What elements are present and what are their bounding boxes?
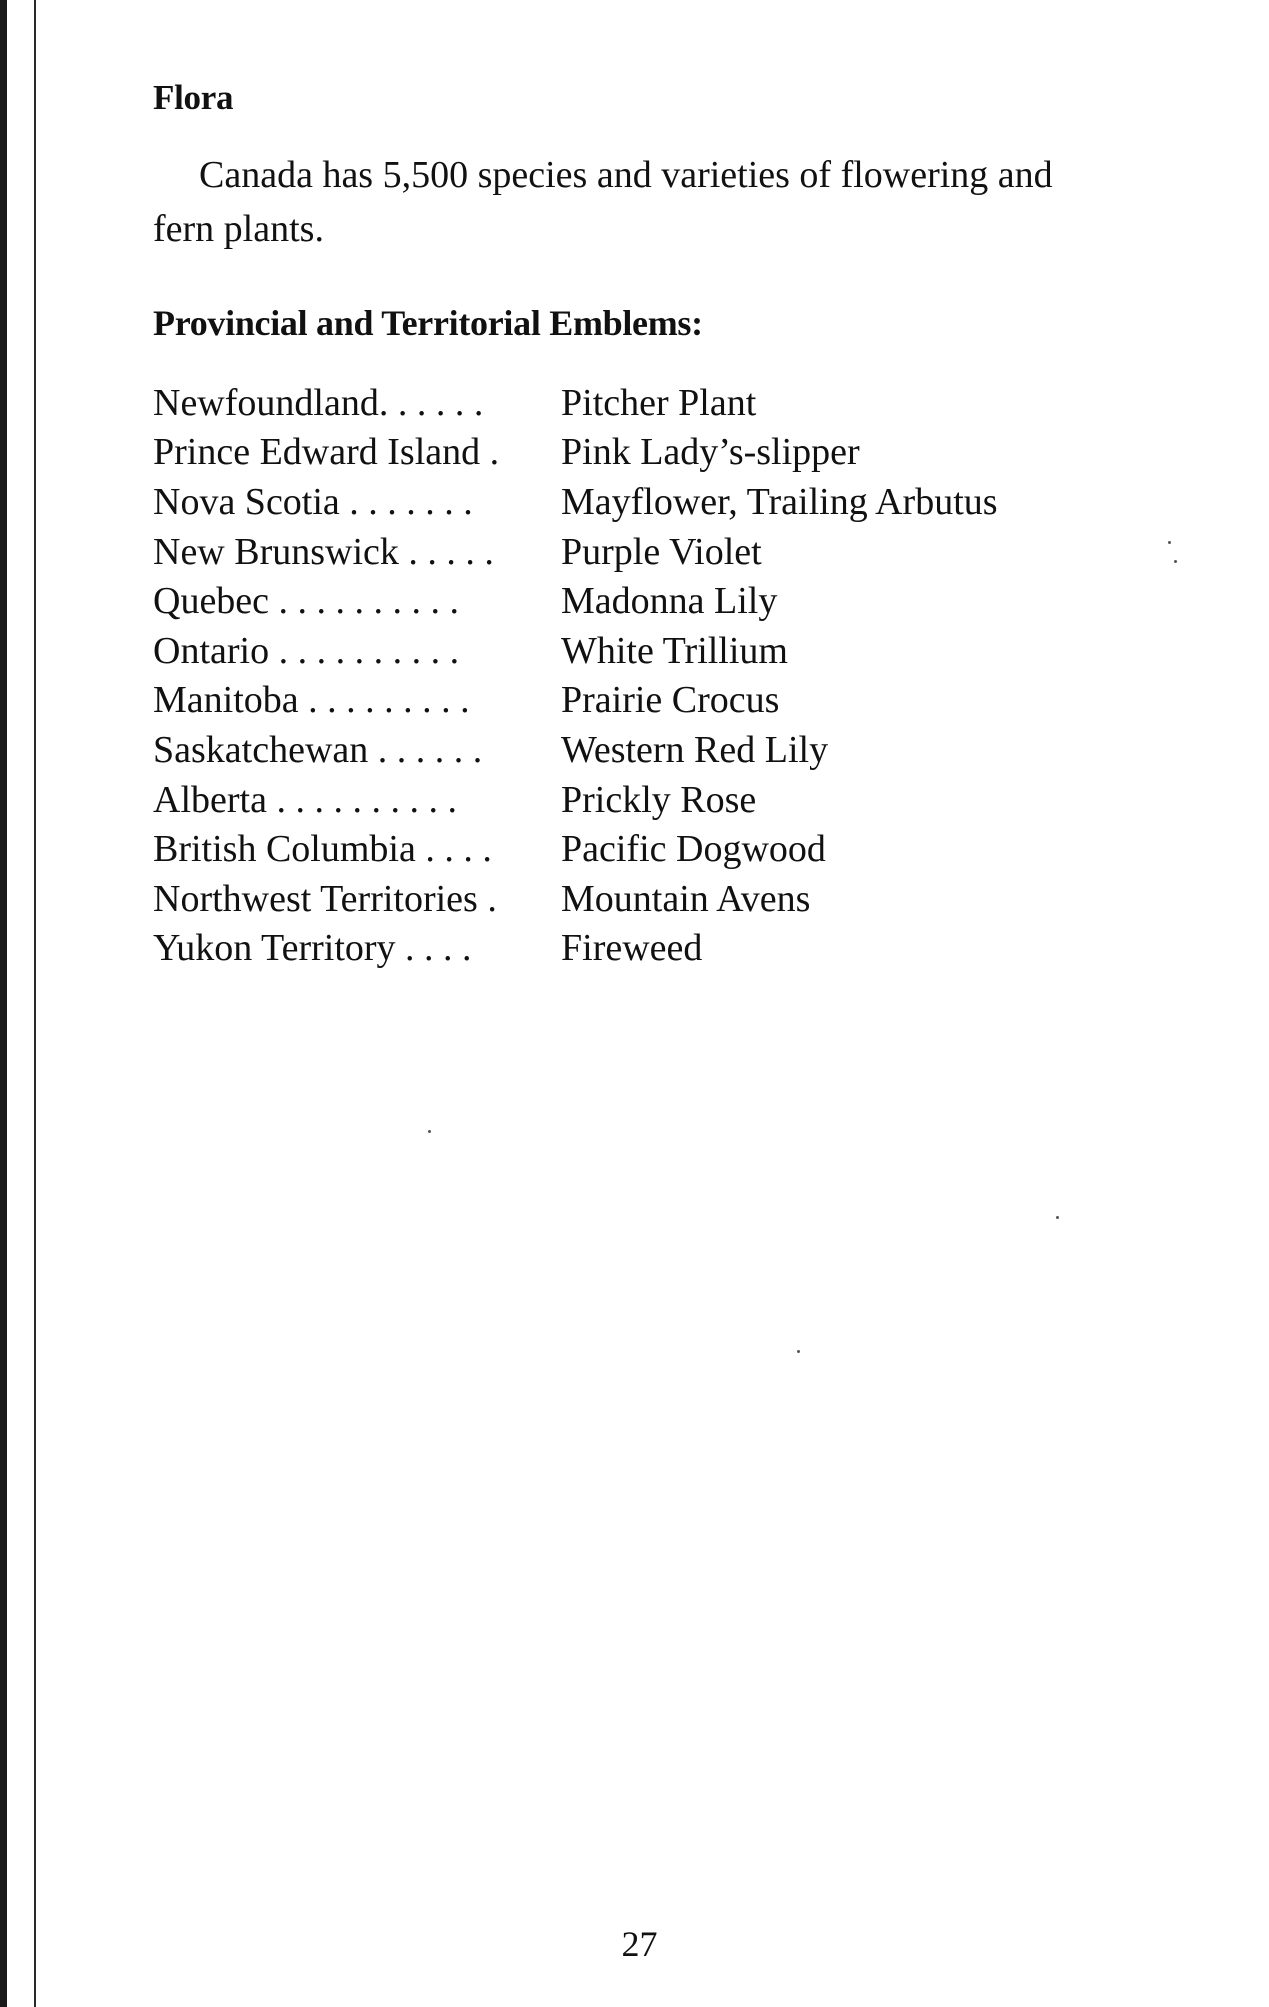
emblem-flower: Madonna Lily (561, 580, 778, 623)
emblem-flower: Prickly Rose (561, 778, 757, 821)
emblem-row (153, 924, 1053, 974)
emblem-row (153, 576, 1053, 626)
emblem-place: New Brunswick . . . . . (153, 530, 494, 573)
emblem-place: Alberta . . . . . . . . . . (153, 778, 457, 821)
emblem-flower: Pitcher Plant (561, 381, 757, 424)
scan-speck (1056, 1216, 1059, 1219)
page-binding-line (34, 0, 36, 2007)
emblem-row (153, 378, 1053, 428)
emblem-flower: Prairie Crocus (561, 679, 780, 722)
emblem-row (153, 477, 1053, 527)
emblem-place: Yukon Territory . . . . (153, 927, 472, 970)
scan-speck (428, 1130, 431, 1133)
page-content (153, 78, 1053, 973)
emblem-row (153, 676, 1053, 726)
emblem-place: Nova Scotia . . . . . . . (153, 480, 473, 523)
emblem-place: Manitoba . . . . . . . . . (153, 679, 470, 722)
emblems-list (153, 378, 1053, 973)
emblem-place: Ontario . . . . . . . . . . (153, 629, 460, 672)
emblem-flower: Western Red Lily (561, 728, 829, 771)
scan-speck (1174, 560, 1177, 563)
emblem-place: Saskatchewan . . . . . . (153, 728, 483, 771)
emblem-flower: White Trillium (561, 629, 788, 672)
emblem-place: Newfoundland. . . . . . (153, 381, 484, 424)
emblem-flower: Pacific Dogwood (561, 828, 826, 871)
emblem-row (153, 527, 1053, 577)
emblem-row (153, 824, 1053, 874)
intro-paragraph: Canada has 5,500 species and varieties of flowering and fern plants. (153, 154, 1053, 250)
emblem-row (153, 725, 1053, 775)
emblems-heading: Provincial and Territorial Emblems: (153, 303, 703, 343)
emblem-flower: Pink Lady’s-slipper (561, 431, 860, 474)
emblem-flower: Mountain Avens (561, 877, 811, 920)
emblem-row (153, 874, 1053, 924)
emblem-place: Prince Edward Island . (153, 431, 500, 474)
emblem-row (153, 428, 1053, 478)
emblem-row (153, 775, 1053, 825)
scan-speck (1168, 541, 1171, 544)
emblem-place: Quebec . . . . . . . . . . (153, 580, 460, 623)
emblem-flower: Fireweed (561, 927, 703, 970)
emblem-place: British Columbia . . . . (153, 828, 492, 871)
emblem-flower: Mayflower, Trailing Arbutus (561, 480, 998, 523)
emblem-flower: Purple Violet (561, 530, 762, 573)
emblem-place: Northwest Territories . (153, 877, 497, 920)
page-binding-edge (0, 0, 7, 2007)
scan-speck (797, 1350, 800, 1353)
page-number: 27 (621, 1924, 658, 1964)
section-title: Flora (153, 78, 234, 117)
emblem-row (153, 626, 1053, 676)
